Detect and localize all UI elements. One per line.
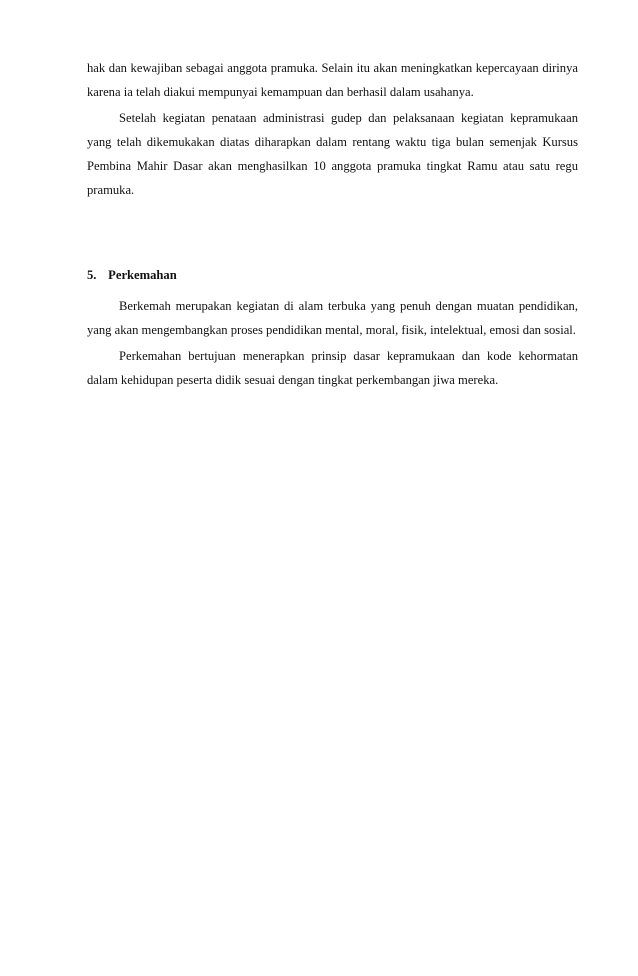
paragraph-camping-purpose: Perkemahan bertujuan menerapkan prinsip dasar kepramukaan dan kode kehormatan dalam kehidupan peserta didik sesuai dengan tingkat perkembangan jiwa mereka. [87, 349, 578, 387]
paragraph-expected-outcome: Setelah kegiatan penataan administrasi gudep dan pelaksanaan kegiatan kepramukaan yang telah dikemukakan diatas diharapkan dalam rentang waktu tiga bulan semenjak Kursus Pembina Mahir Dasar akan menghasilkan 10 anggota pramuka tingkat Ramu atau satu regu pramuka. [87, 111, 578, 197]
paragraph-camping-definition: Berkemah merupakan kegiatan di alam terbuka yang penuh dengan muatan pendidikan, yang akan mengembangkan proses pendidikan mental, moral, fisik, intelektual, emosi dan sosial. [87, 299, 578, 337]
section-title: Perkemahan [108, 268, 177, 282]
paragraph-continuation: hak dan kewajiban sebagai anggota pramuka. Selain itu akan meningkatkan kepercayaan dirinya karena ia telah diakui mempunyai kemampuan dan berhasil dalam usahanya. [87, 61, 578, 99]
section-heading [87, 263, 177, 287]
section-number: 5. [87, 268, 97, 282]
